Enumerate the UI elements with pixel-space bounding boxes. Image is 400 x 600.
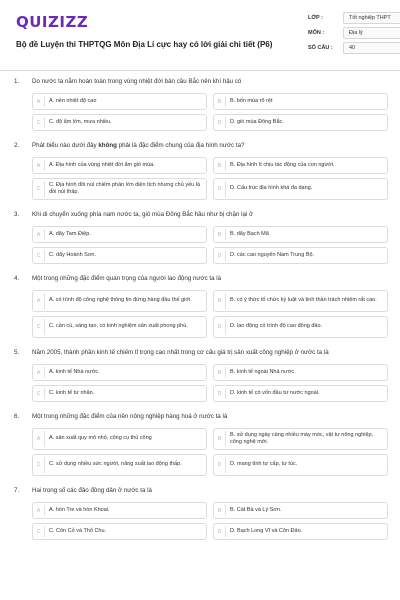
quizizz-logo: QUIZIZZ <box>16 13 89 31</box>
question-item <box>12 211 388 264</box>
option-letter: C <box>33 388 45 399</box>
question-number: 7. <box>14 487 20 494</box>
option-letter: B <box>214 293 226 309</box>
answer-option-a[interactable] <box>32 226 207 243</box>
option-text: B. có ý thức tổ chức kỷ luật và tinh thần trách nhiệm rất cao. <box>230 297 377 304</box>
question-item <box>12 78 388 131</box>
option-letter: A <box>33 96 45 107</box>
meta-label: SỐ CÂU : <box>308 44 333 51</box>
option-letter: B <box>214 505 226 516</box>
meta-label: LỚP : <box>308 14 323 21</box>
option-text: A. sản xuất quy mô nhỏ, công cụ thủ công <box>49 435 152 442</box>
option-text: C. cần cù, sáng tạo, có kinh nghiệm sản xuất phong phú. <box>49 323 188 330</box>
answer-options <box>32 364 388 402</box>
question-text <box>32 211 388 218</box>
option-text: A. hòn Tre và hòn Khoai. <box>49 506 110 513</box>
question-text-part: Khi di chuyển xuống phía nam nước ta, gió mùa Đông Bắc hầu như bị chặn lại ở <box>32 211 254 218</box>
question-stem <box>12 275 388 287</box>
option-text: B. Cát Bà và Lý Sơn. <box>230 506 282 513</box>
answer-option-d[interactable] <box>213 316 388 338</box>
answer-option-c[interactable] <box>32 178 207 200</box>
option-letter: B <box>214 229 226 240</box>
meta-row-subject <box>308 25 400 40</box>
option-letter: A <box>33 431 45 447</box>
question-emphasis: không <box>98 142 117 149</box>
meta-table <box>308 10 400 55</box>
answer-options <box>32 502 388 540</box>
question-number: 3. <box>14 211 20 218</box>
option-letter: A <box>33 229 45 240</box>
option-text: C. Côn Cỏ và Thổ Chu. <box>49 527 107 534</box>
option-text: D. các cao nguyên Nam Trung Bộ. <box>230 251 315 258</box>
meta-value: 40 <box>343 42 400 54</box>
option-letter: B <box>214 367 226 378</box>
answer-option-b[interactable] <box>213 364 388 381</box>
answer-option-b[interactable] <box>213 93 388 110</box>
option-text: D. lao động có trình độ cao đông đảo. <box>230 323 323 330</box>
question-item <box>12 487 388 540</box>
option-text: A. có trình độ công nghệ thông tin đứng hàng đầu thế giới. <box>49 297 192 304</box>
answer-options <box>32 93 388 131</box>
question-stem <box>12 487 388 499</box>
answer-option-b[interactable] <box>213 290 388 312</box>
question-item <box>12 413 388 476</box>
question-stem <box>12 413 388 425</box>
question-text <box>32 487 388 494</box>
answer-option-a[interactable] <box>32 428 207 450</box>
option-text: B. dãy Bạch Mã <box>230 230 269 237</box>
answer-option-d[interactable] <box>213 385 388 402</box>
answer-options <box>32 428 388 476</box>
answer-option-b[interactable] <box>213 157 388 174</box>
option-text: D. Bạch Long Vĩ và Côn Đảo. <box>230 527 303 534</box>
question-text <box>32 349 388 356</box>
answer-option-c[interactable] <box>32 316 207 338</box>
meta-row-grade <box>308 10 400 25</box>
option-letter: C <box>33 526 45 537</box>
option-text: B. sử dụng ngày càng nhiều máy móc, vật tư nông nghiệp, công nghệ mới. <box>230 431 374 445</box>
question-stem <box>12 211 388 223</box>
option-letter: A <box>33 160 45 171</box>
question-text-part: Phát biểu nào dưới đây <box>32 142 99 149</box>
option-letter: B <box>214 431 226 447</box>
answer-option-c[interactable] <box>32 523 207 540</box>
answer-options <box>32 290 388 338</box>
option-letter: B <box>214 160 226 171</box>
question-text-part: Năm 2005, thành phần kinh tế chiếm tỉ trọng cao nhất trong cơ cấu giá trị sản xuất công nghiệp ở nước ta là <box>32 349 329 356</box>
option-letter: D <box>214 319 226 335</box>
option-text: D. kinh tế có vốn đầu tư nước ngoài. <box>230 389 320 396</box>
option-letter: C <box>33 117 45 128</box>
option-text: A. nền nhiệt độ cao <box>49 97 97 104</box>
meta-row-count <box>308 40 400 55</box>
option-letter: D <box>214 117 226 128</box>
question-list <box>12 78 388 551</box>
option-letter: C <box>33 457 45 473</box>
answer-option-a[interactable] <box>32 93 207 110</box>
question-number: 4. <box>14 275 20 282</box>
answer-option-a[interactable] <box>32 364 207 381</box>
option-letter: D <box>214 181 226 197</box>
question-text-part: Một trong những đặc điểm của nền nông nghiệp hàng hoá ở nước ta là <box>32 413 228 420</box>
option-letter: B <box>214 96 226 107</box>
option-letter: D <box>214 457 226 473</box>
option-text: B. bốn mùa rõ rệt <box>230 97 273 104</box>
option-letter: D <box>214 526 226 537</box>
answer-option-a[interactable] <box>32 290 207 312</box>
option-text: D. Cấu trúc địa hình khá đa dạng. <box>230 185 313 192</box>
question-text <box>32 413 388 420</box>
header-divider <box>0 70 400 71</box>
question-text-part: Do nước ta nằm hoàn toàn trong vùng nhiệt đới bán cầu Bắc nên khí hậu có <box>32 78 242 85</box>
meta-value: Địa lý <box>343 27 400 39</box>
question-item <box>12 142 388 200</box>
answer-option-b[interactable] <box>213 226 388 243</box>
answer-options <box>32 226 388 264</box>
option-letter: C <box>33 319 45 335</box>
answer-option-c[interactable] <box>32 454 207 476</box>
option-letter: D <box>214 250 226 261</box>
question-text <box>32 275 388 282</box>
question-number: 2. <box>14 142 20 149</box>
option-text: D. gió mùa Đông Bắc. <box>230 118 284 125</box>
option-letter: A <box>33 505 45 516</box>
option-text: C. Địa hình đồi núi chiếm phần lớn diện tích nhưng chủ yếu là đồi núi thấp. <box>49 181 200 195</box>
option-letter: A <box>33 293 45 309</box>
question-number: 5. <box>14 349 20 356</box>
meta-value: Tốt nghiệp THPT <box>343 12 400 24</box>
option-letter: A <box>33 367 45 378</box>
option-text: A. kinh tế Nhà nước. <box>49 368 100 375</box>
answer-option-b[interactable] <box>213 502 388 519</box>
question-stem <box>12 78 388 90</box>
answer-option-a[interactable] <box>32 502 207 519</box>
option-letter: C <box>33 181 45 197</box>
answer-option-c[interactable] <box>32 385 207 402</box>
question-text <box>32 142 388 149</box>
option-text: A. Địa hình của vùng nhiệt đới ẩm gió mùa. <box>49 161 155 168</box>
option-text: C. kinh tế tư nhân. <box>49 389 95 396</box>
option-letter: D <box>214 388 226 399</box>
question-text-part: Một trong những đặc điểm quan trọng của người lao động nước ta là <box>32 275 222 282</box>
option-text: D. mang tính tự cấp, tự túc. <box>230 461 298 468</box>
question-number: 6. <box>14 413 20 420</box>
option-text: B. Địa hình ít chịu tác động của con người. <box>230 161 335 168</box>
question-item <box>12 275 388 338</box>
question-stem <box>12 349 388 361</box>
answer-option-d[interactable] <box>213 247 388 264</box>
meta-label: MÔN : <box>308 29 325 36</box>
answer-option-a[interactable] <box>32 157 207 174</box>
question-item <box>12 349 388 402</box>
question-stem <box>12 142 388 154</box>
answer-option-b[interactable] <box>213 428 388 450</box>
answer-option-c[interactable] <box>32 247 207 264</box>
answer-option-d[interactable] <box>213 114 388 131</box>
option-text: B. kinh tế ngoài Nhà nước. <box>230 368 296 375</box>
question-text-part: Hai trong số các đảo đông dân ở nước ta là <box>32 487 152 494</box>
option-text: C. dãy Hoành Sơn. <box>49 251 97 258</box>
question-text <box>32 78 388 85</box>
option-text: C. sử dụng nhiều sức người, năng suất lao động thấp. <box>49 461 182 468</box>
answer-option-d[interactable] <box>213 178 388 200</box>
answer-options <box>32 157 388 200</box>
answer-option-d[interactable] <box>213 523 388 540</box>
question-text-part: phải là đặc điểm chung của địa hình nước ta? <box>116 142 245 149</box>
question-number: 1. <box>14 78 20 85</box>
option-text: A. dãy Tam Điệp. <box>49 230 91 237</box>
answer-option-d[interactable] <box>213 454 388 476</box>
answer-option-c[interactable] <box>32 114 207 131</box>
option-letter: C <box>33 250 45 261</box>
option-text: C. độ ẩm lớn, mưa nhiều. <box>49 118 112 125</box>
worksheet-title: Bộ đề Luyện thi THPTQG Môn Địa Lí cực hay có lời giải chi tiết (P6) <box>16 40 273 49</box>
worksheet-header <box>12 10 391 62</box>
